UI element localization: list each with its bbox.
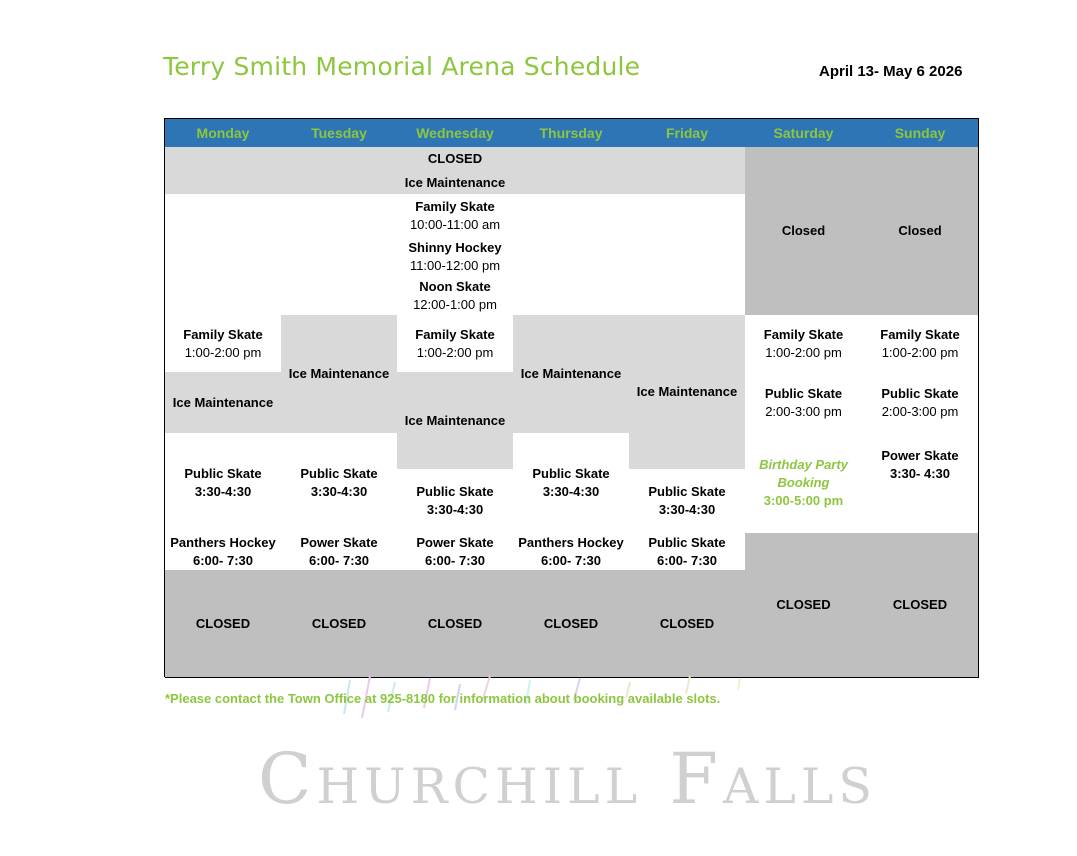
event-name: Public Skate [881,385,959,401]
weekday-ice-maintenance [165,171,746,195]
saturday-birthday-booking [745,433,863,534]
weekday-family-skate [165,194,746,238]
event-name: Ice Maintenance [404,412,506,428]
wednesday-public-skate [397,469,514,534]
header-saturday: Saturday [745,119,863,148]
monday-ice-maintenance [165,372,282,434]
thursday-evening [513,533,630,571]
footer-note: *Please contact the Town Office at 925-8180 for information about booking available slots. [165,691,721,706]
event-time: 1:00-2:00 pm [765,344,842,360]
event-name: Family Skate [763,326,844,342]
page-title: Terry Smith Memorial Arena Schedule [163,52,641,81]
wednesday-closed [397,570,514,678]
weekday-closed [165,147,746,172]
event-time: 10:00-11:00 am [409,216,501,232]
event-name: Ice Maintenance [520,366,622,381]
saturday-morning-closed [745,147,863,316]
wednesday-ice-maintenance [397,372,514,470]
event-name: Ice Maintenance [172,394,274,410]
wednesday-evening [397,533,514,571]
birthday-line2: Booking [777,475,830,490]
header-tuesday: Tuesday [281,119,398,148]
event-name: Noon Skate [419,278,491,294]
event-time: 11:00-12:00 pm [409,257,501,273]
event-time: 1:00-2:00 pm [416,344,494,360]
event-name: Public Skate [184,466,262,481]
event-name: Ice Maintenance [288,366,390,381]
weekday-noon-skate [165,276,746,316]
header-wednesday: Wednesday [397,119,514,148]
schedule-table [164,118,979,677]
header-friday: Friday [629,119,746,148]
churchill-falls-wordmark: Churchill Falls [258,738,877,820]
event-time: 3:30-4:30 [426,502,484,517]
event-name: Family Skate [415,326,495,342]
sunday-family-skate [862,315,979,373]
event-time: 12:00-1:00 pm [413,296,497,312]
weekday-closed-label: CLOSED [427,151,483,166]
thursday-public-skate [513,433,630,534]
event-name: Power Skate [416,534,494,550]
event-name: Panthers Hockey [170,534,276,550]
monday-family-skate [165,315,282,373]
monday-closed [165,570,282,678]
closed-label: CLOSED [892,597,948,612]
event-time: 1:00-2:00 pm [184,344,262,360]
friday-ice-maintenance [629,315,746,470]
saturday-closed [745,533,863,678]
closed-label: Closed [898,223,942,238]
header-thursday: Thursday [513,119,630,148]
friday-evening [629,533,746,571]
event-name: Public Skate [764,385,843,401]
sunday-public-skate [862,372,979,434]
thursday-closed [513,570,630,678]
saturday-family-skate [745,315,863,373]
tuesday-evening [281,533,398,571]
event-time: 1:00-2:00 pm [881,344,959,360]
event-name: Shinny Hockey [408,239,502,255]
friday-public-skate [629,469,746,534]
event-time: 2:00-3:00 pm [765,403,842,419]
event-time: 3:30-4:30 [542,484,600,499]
closed-label: CLOSED [195,615,251,631]
closed-label: CLOSED [776,597,831,612]
weekday-ice-maintenance-label: Ice Maintenance [404,174,506,190]
tuesday-closed [281,570,398,678]
event-name: Power Skate [300,534,378,550]
tuesday-public-skate [281,433,398,534]
event-time: 6:00- 7:30 [541,552,601,568]
monday-evening [165,533,282,571]
event-time: 3:30- 4:30 [890,466,950,481]
closed-label: CLOSED [427,615,483,631]
birthday-line1: Birthday Party [759,457,848,472]
event-name: Family Skate [415,198,495,214]
tuesday-ice-maintenance [281,315,398,434]
monday-public-skate [165,433,282,534]
closed-label: Closed [781,223,826,238]
birthday-time: 3:00-5:00 pm [763,493,844,508]
sunday-empty-slot [862,497,979,534]
wednesday-family-skate [397,315,514,373]
closed-label: CLOSED [543,615,599,631]
date-range: April 13- May 6 2026 [819,63,963,80]
event-name: Panthers Hockey [518,534,624,550]
event-time: 3:30-4:30 [658,502,716,517]
event-name: Public Skate [532,466,610,481]
sunday-morning-closed [862,147,979,316]
event-time: 6:00- 7:30 [657,552,717,568]
event-name: Public Skate [648,484,726,499]
sunday-closed [862,533,979,678]
header-monday: Monday [165,119,282,148]
event-name: Public Skate [300,466,378,481]
event-name: Family Skate [183,326,263,342]
saturday-public-skate [745,372,863,434]
event-name: Family Skate [880,326,960,342]
event-time: 6:00- 7:30 [425,552,485,568]
event-name: Power Skate [881,448,959,463]
weekday-shinny-hockey [165,237,746,277]
event-name: Public Skate [648,534,726,550]
event-time: 6:00- 7:30 [193,552,253,568]
event-name: Public Skate [416,484,494,499]
event-name: Ice Maintenance [636,384,738,399]
sunday-power-skate [862,433,979,498]
event-time: 6:00- 7:30 [309,552,369,568]
closed-label: CLOSED [311,615,367,631]
header-sunday: Sunday [862,119,979,148]
thursday-ice-maintenance [513,315,630,434]
closed-label: CLOSED [659,615,715,631]
event-time: 2:00-3:00 pm [881,403,959,419]
friday-closed [629,570,746,678]
event-time: 3:30-4:30 [194,484,252,499]
event-time: 3:30-4:30 [310,484,368,499]
